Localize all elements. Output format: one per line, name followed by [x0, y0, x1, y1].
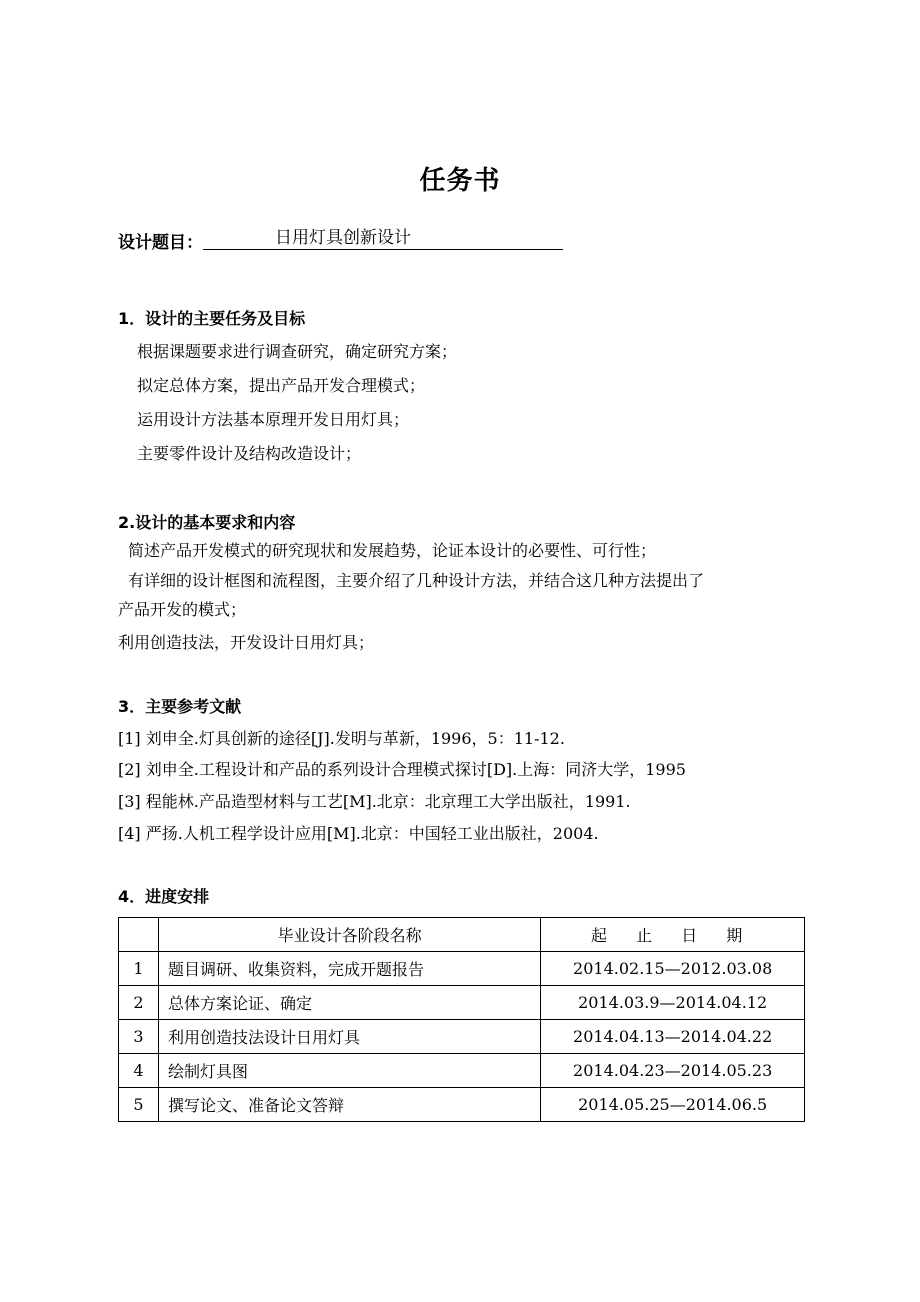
row-stage-name: 题目调研、收集资料，完成开题报告 — [158, 952, 540, 986]
row-date-range: 2014.02.15—2012.03.08 — [541, 952, 805, 986]
row-stage-name: 利用创造技法设计日用灯具 — [158, 1020, 540, 1054]
row-number: 4 — [119, 1054, 159, 1088]
reference-item: [2] 刘申全.工程设计和产品的系列设计合理模式探讨[D].上海：同济大学，1995 — [118, 760, 686, 779]
row-date-range: 2014.04.23—2014.05.23 — [541, 1054, 805, 1088]
row-number: 3 — [119, 1020, 159, 1054]
table-row — [119, 952, 805, 986]
row-stage-name: 撰写论文、准备论文答辩 — [158, 1088, 540, 1122]
header-date-label: 起 止 日 期 — [591, 926, 755, 945]
section1-line: 运用设计方法基本原理开发日用灯具； — [137, 410, 410, 429]
section1-heading: 1．设计的主要任务及目标 — [118, 309, 306, 328]
header-date-cell — [541, 918, 805, 952]
section2-line: 利用创造技法，开发设计日用灯具； — [118, 633, 375, 652]
header-name-cell: 毕业设计各阶段名称 — [158, 918, 540, 952]
section2-line: 产品开发的模式； — [118, 600, 247, 619]
reference-item: [1] 刘申全.灯具创新的途径[J].发明与革新，1996，5：11-12. — [118, 729, 565, 748]
reference-item: [3] 程能林.产品造型材料与工艺[M].北京：北京理工大学出版社，1991. — [118, 792, 631, 811]
table-row — [119, 1088, 805, 1122]
row-date-range: 2014.03.9—2014.04.12 — [541, 986, 805, 1020]
subject-label: 设计题目： — [118, 233, 203, 253]
schedule-table — [118, 917, 805, 1122]
table-header-row — [119, 918, 805, 952]
section4-heading: 4．进度安排 — [118, 887, 210, 906]
row-stage-name: 总体方案论证、确定 — [158, 986, 540, 1020]
section2-line: 有详细的设计框图和流程图，主要介绍了几种设计方法，并结合这几种方法提出了 — [128, 571, 705, 590]
row-number: 1 — [119, 952, 159, 986]
section1-line: 拟定总体方案，提出产品开发合理模式； — [137, 376, 426, 395]
row-number: 2 — [119, 986, 159, 1020]
document-title: 任务书 — [419, 166, 501, 196]
section3-heading: 3．主要参考文献 — [118, 697, 242, 716]
table-row — [119, 986, 805, 1020]
reference-item: [4] 严扬.人机工程学设计应用[M].北京：中国轻工业出版社，2004. — [118, 824, 599, 843]
row-date-range: 2014.04.13—2014.04.22 — [541, 1020, 805, 1054]
subject-value: 日用灯具创新设计 — [203, 228, 563, 250]
table-row — [119, 1054, 805, 1088]
row-stage-name: 绘制灯具图 — [158, 1054, 540, 1088]
section2-heading: 2.设计的基本要求和内容 — [118, 513, 296, 532]
section1-line: 根据课题要求进行调查研究，确定研究方案； — [137, 342, 458, 361]
row-number: 5 — [119, 1088, 159, 1122]
subject-row — [118, 228, 563, 252]
table-row — [119, 1020, 805, 1054]
section1-line: 主要零件设计及结构改造设计； — [137, 444, 362, 463]
row-date-range: 2014.05.25—2014.06.5 — [541, 1088, 805, 1122]
header-no-cell — [119, 918, 159, 952]
section2-line: 简述产品开发模式的研究现状和发展趋势，论证本设计的必要性、可行性； — [128, 541, 657, 560]
